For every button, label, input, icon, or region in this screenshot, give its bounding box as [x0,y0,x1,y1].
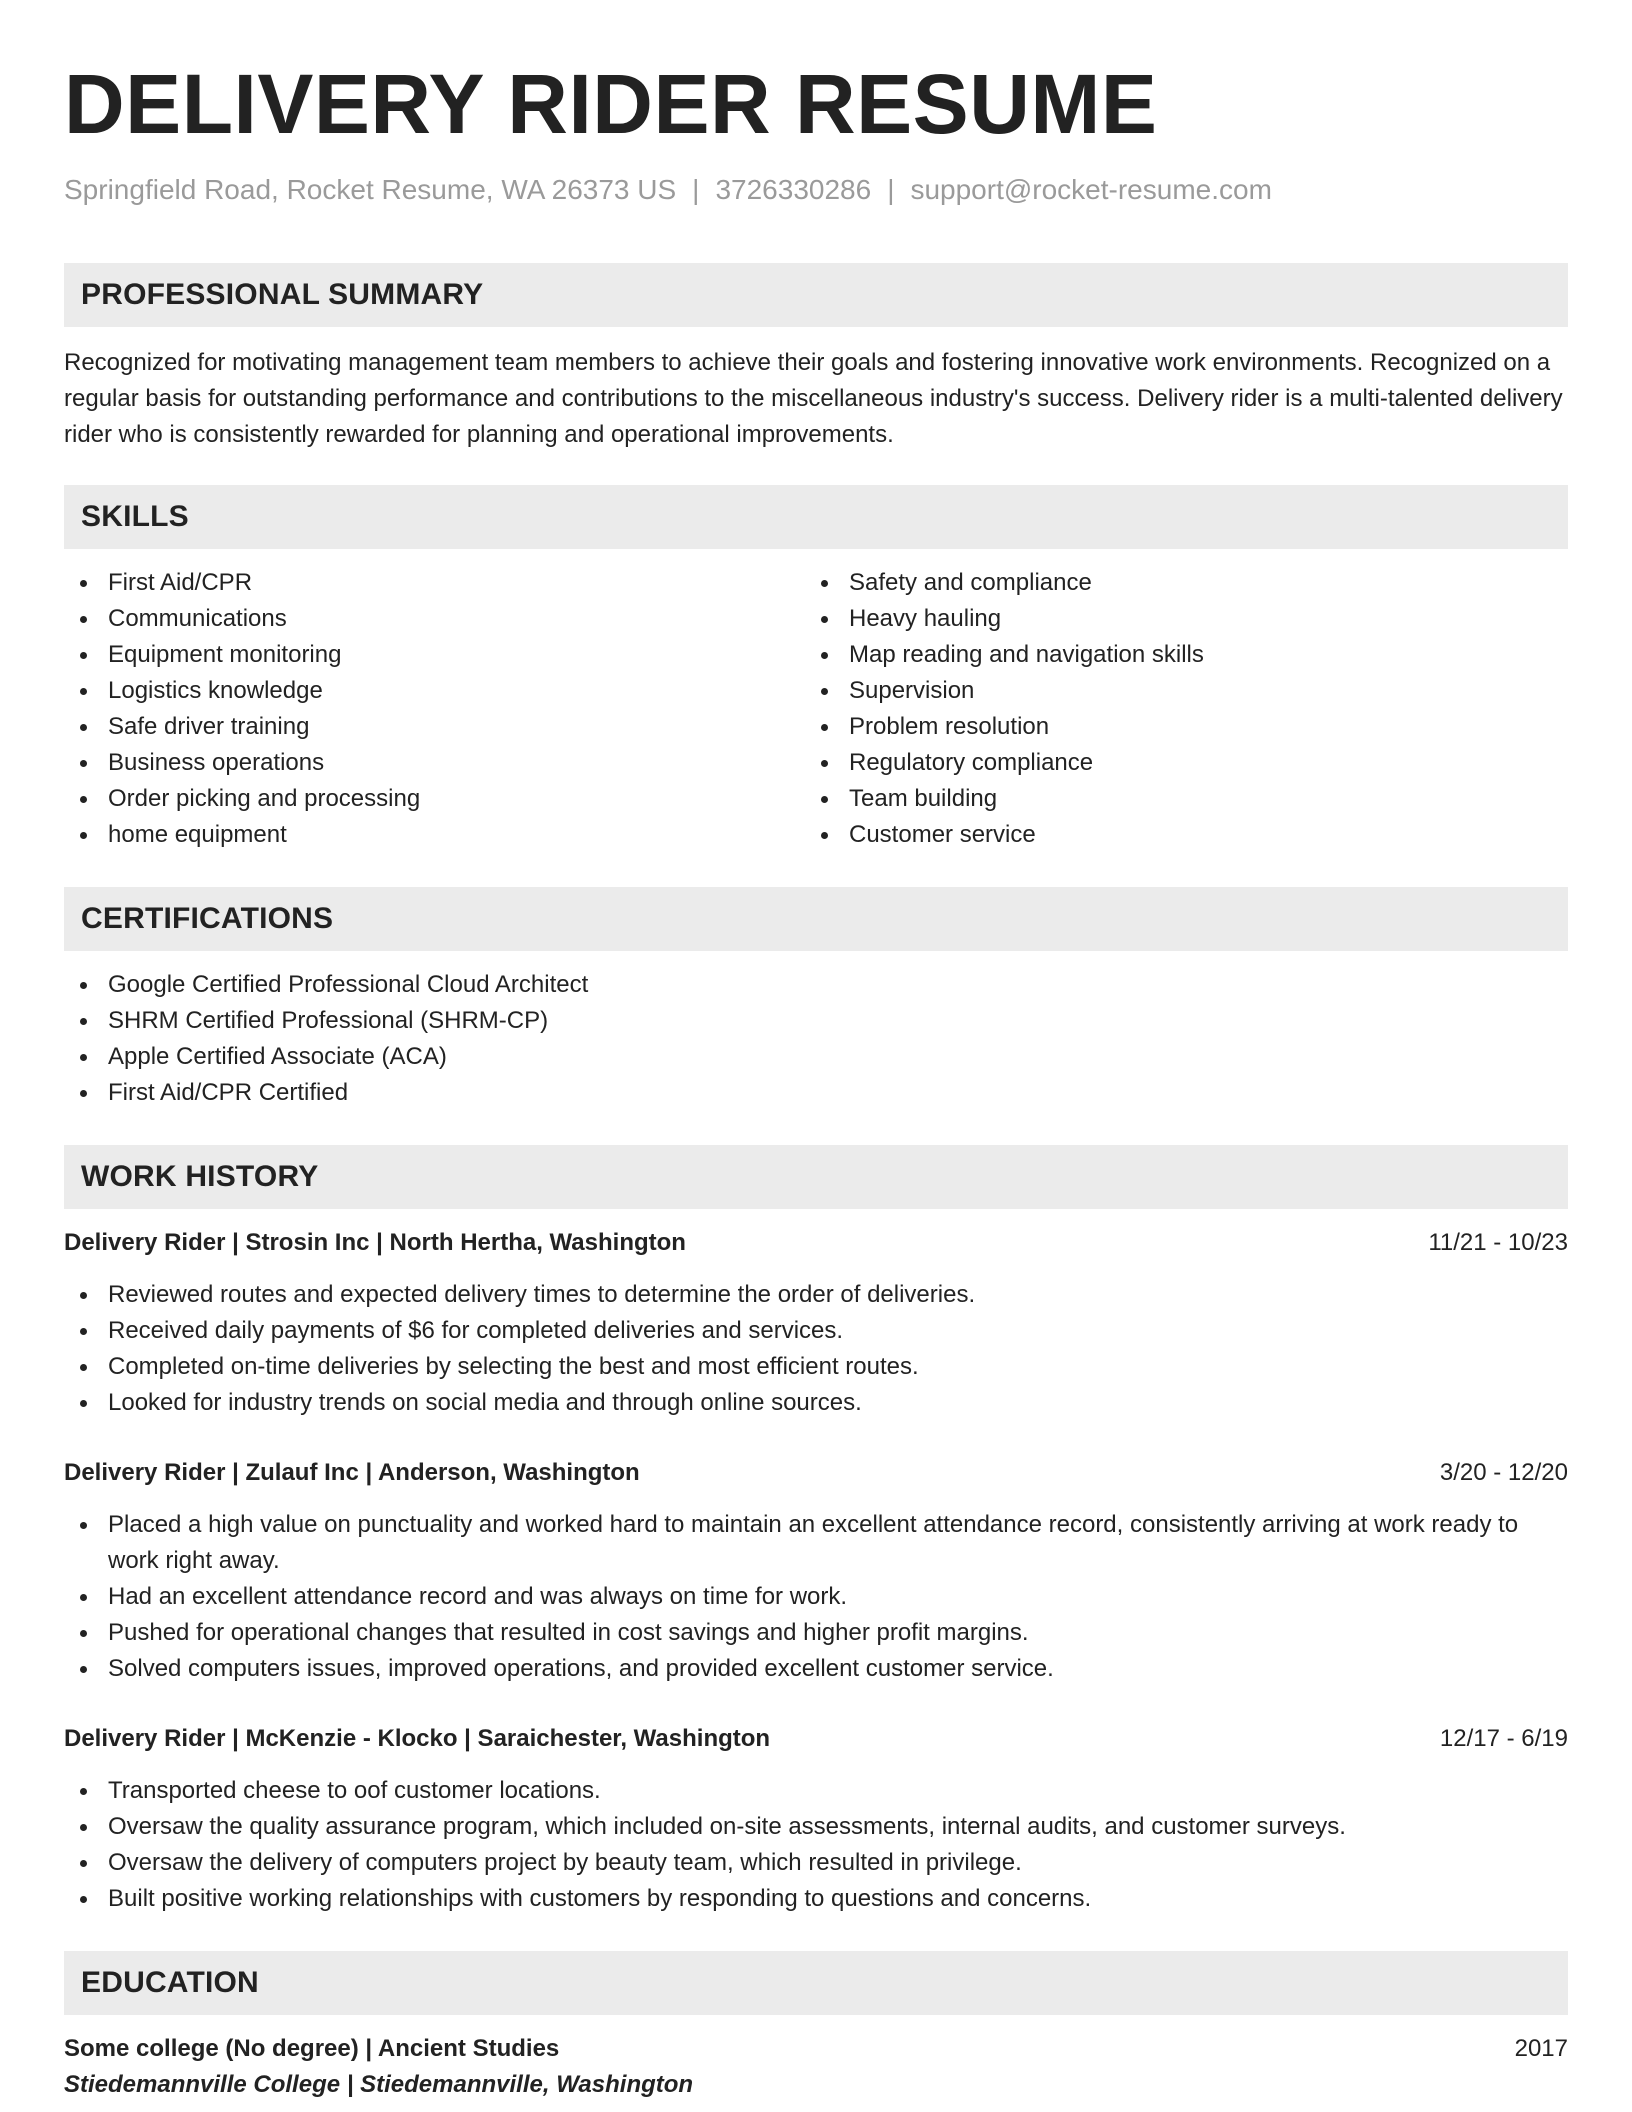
summary-heading: PROFESSIONAL SUMMARY [64,263,1568,327]
work-history-heading: WORK HISTORY [64,1145,1568,1209]
job-bullets [64,1277,1568,1421]
job-bullet: Solved computers issues, improved operations, and provided excellent customer service. [64,1651,1568,1687]
job-bullets [64,1773,1568,1917]
certification-item: First Aid/CPR Certified [64,1075,1568,1111]
job-bullet: Oversaw the delivery of computers project by beauty team, which resulted in privilege. [64,1845,1568,1881]
certifications-section [64,887,1568,1111]
skills-section [64,485,1568,853]
skill-item: Map reading and navigation skills [805,637,1546,673]
skill-item: Equipment monitoring [64,637,805,673]
summary-section [64,263,1568,453]
skill-item: Customer service [805,817,1546,853]
job-title: Delivery Rider | Strosin Inc | North Hertha, Washington [64,1229,686,1256]
skill-item: Team building [805,781,1546,817]
job-bullet: Reviewed routes and expected delivery times to determine the order of deliveries. [64,1277,1568,1313]
summary-text: Recognized for motivating management team members to achieve their goals and fostering innovative work environments. Recognized on a regular basis for outstanding performance and contributions to the miscellaneous industry's success. Delivery rider is a multi-talented delivery rider who is consistently rewarded for planning and operational improvements. [64,349,1563,448]
job-title: Delivery Rider | McKenzie - Klocko | Saraichester, Washington [64,1725,771,1752]
resume-title: DELIVERY RIDER RESUME [64,57,1158,151]
skills-list-right [805,565,1546,853]
job-bullet: Completed on-time deliveries by selecting the best and most efficient routes. [64,1349,1568,1385]
certification-item: SHRM Certified Professional (SHRM-CP) [64,1003,1568,1039]
education-degree: Some college (No degree) | Ancient Studies [64,2035,560,2062]
skill-item: Supervision [805,673,1546,709]
skill-item: Communications [64,601,805,637]
certification-item: Apple Certified Associate (ACA) [64,1039,1568,1075]
job-bullet: Had an excellent attendance record and was always on time for work. [64,1579,1568,1615]
job-bullet: Oversaw the quality assurance program, which included on-site assessments, internal audits, and customer surveys. [64,1809,1568,1845]
job-bullet: Pushed for operational changes that resulted in cost savings and higher profit margins. [64,1615,1568,1651]
contact-separator: | [887,174,895,205]
job-header [64,1455,1568,1491]
work-history-section [64,1145,1568,1917]
job-header [64,1721,1568,1757]
skill-item: home equipment [64,817,805,853]
job-entry [64,1721,1568,1917]
education-school: Stiedemannville College | Stiedemannville, Washington [64,2071,694,2098]
education-year: 2017 [1514,2035,1568,2062]
contact-email: support@rocket-resume.com [910,174,1272,205]
contact-phone: 3726330286 [715,174,872,205]
skill-item: Order picking and processing [64,781,805,817]
education-header [64,2031,1568,2067]
skill-item: Regulatory compliance [805,745,1546,781]
contact-separator: | [692,174,700,205]
job-bullet: Built positive working relationships with customers by responding to questions and concerns. [64,1881,1568,1917]
job-title: Delivery Rider | Zulauf Inc | Anderson, Washington [64,1459,640,1486]
job-entry [64,1455,1568,1687]
certifications-list [64,967,1568,1111]
skill-item: Problem resolution [805,709,1546,745]
job-bullet: Looked for industry trends on social media and through online sources. [64,1385,1568,1421]
certifications-heading: CERTIFICATIONS [64,887,1568,951]
skills-list-left [64,565,805,853]
contact-line [64,172,1568,208]
job-bullet: Transported cheese to oof customer locations. [64,1773,1568,1809]
job-bullet: Received daily payments of $6 for completed deliveries and services. [64,1313,1568,1349]
skill-item: First Aid/CPR [64,565,805,601]
education-heading: EDUCATION [64,1951,1568,2015]
skill-item: Safe driver training [64,709,805,745]
contact-address: Springfield Road, Rocket Resume, WA 26373 US [64,174,677,205]
skills-grid [64,565,1568,853]
skills-heading: SKILLS [64,485,1568,549]
job-dates: 12/17 - 6/19 [1439,1725,1568,1752]
skill-item: Logistics knowledge [64,673,805,709]
skill-item: Heavy hauling [805,601,1546,637]
job-dates: 11/21 - 10/23 [1428,1229,1568,1256]
education-section [64,1951,1568,2103]
certification-item: Google Certified Professional Cloud Architect [64,967,1568,1003]
job-entry [64,1225,1568,1421]
skill-item: Business operations [64,745,805,781]
job-bullets [64,1507,1568,1687]
job-dates: 3/20 - 12/20 [1439,1459,1568,1486]
job-bullet: Placed a high value on punctuality and worked hard to maintain an excellent attendance record, consistently arriving at work ready to work right away. [64,1507,1568,1579]
job-header [64,1225,1568,1261]
skill-item: Safety and compliance [805,565,1546,601]
